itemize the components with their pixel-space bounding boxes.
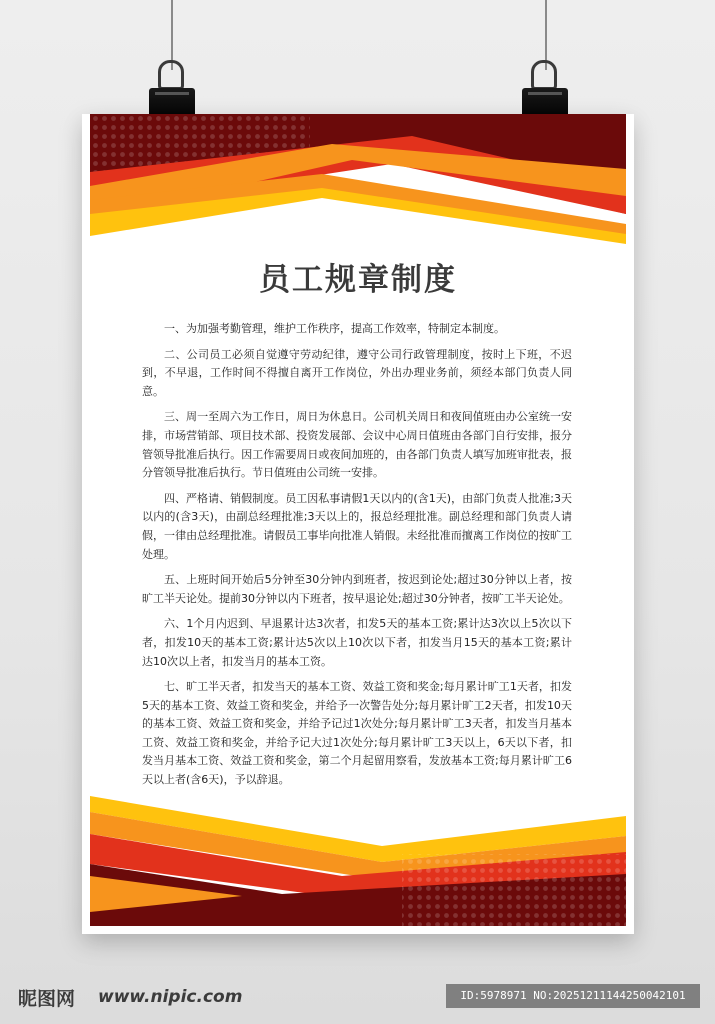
page-title: 员工规章制度 <box>259 262 457 298</box>
regulation-paragraph-7: 七、旷工半天者，扣发当天的基本工资、效益工资和奖金;每月累计旷工1天者，扣发5天的基本工资、效益工资和奖金，并给予一次警告处分;每月累计旷工2天者，扣发10天的基本工资、效益工资和奖金，并给予记过1次处分;每月累计旷工3天者，扣发当月基本工资、效益工资和奖金，并给予记大过1次处分;每月累计旷工3天以上，6天以下者，扣发当月基本工资、效益工资和奖金，第二个月起留用察看，发放基本工资;每月累计旷工6天以上者(含6天)，予以辞退。 <box>142 680 572 787</box>
header-decoration <box>82 114 634 244</box>
poster <box>82 114 634 934</box>
binder-clip-left-icon <box>149 60 195 122</box>
regulation-paragraph-5: 五、上班时间开始后5分钟至30分钟内到班者，按迟到论处;超过30分钟以上者，按旷工半天论处。提前30分钟以内下班者，按早退论处;超过30分钟者，按旷工半天论处。 <box>142 573 572 605</box>
watermark-url: www.nipic.com <box>98 987 243 1007</box>
regulation-paragraph-4: 四、严格请、销假制度。员工因私事请假1天以内的(含1天)，由部门负责人批准;3天以内的(含3天)，由副总经理批准;3天以上的，报总经理批准。副总经理和部门负责人请假，一律由总经理批准。请假员工事毕向批准人销假。未经批准而擅离工作岗位的按旷工处理。 <box>142 491 572 561</box>
regulation-paragraph-2: 二、公司员工必须自觉遵守劳动纪律，遵守公司行政管理制度，按时上下班，不迟到，不早退，工作时间不得擅自离开工作岗位，外出办理业务前，须经本部门负责人同意。 <box>142 347 572 398</box>
watermark-logo: 昵图网 <box>18 988 76 1010</box>
watermark-id-badge: ID:5978971 NO:20251211144250042101 <box>446 984 700 1008</box>
regulation-paragraph-1: 一、为加强考勤管理，维护工作秩序，提高工作效率，特制定本制度。 <box>164 322 505 335</box>
regulation-paragraph-6: 六、1个月内迟到、早退累计达3次者，扣发5天的基本工资;累计达3次以上5次以下者，扣发10天的基本工资;累计达5次以上10次以下者，扣发当月15天的基本工资;累计达10次以上者，扣发当月的基本工资。 <box>142 617 572 668</box>
regulation-paragraph-3: 三、周一至周六为工作日，周日为休息日。公司机关周日和夜间值班由办公室统一安排，市场营销部、项目技术部、投资发展部、会议中心周日值班由各部门自行安排，报分管领导批准后执行。因工作需要周日或夜间加班的，由各部门负责人填写加班审批表，报分管领导批准后执行。节日值班由公司统一安排。 <box>142 410 572 480</box>
regulation-body <box>142 320 572 797</box>
binder-clip-right-icon <box>522 60 568 122</box>
footer-decoration <box>82 794 634 934</box>
